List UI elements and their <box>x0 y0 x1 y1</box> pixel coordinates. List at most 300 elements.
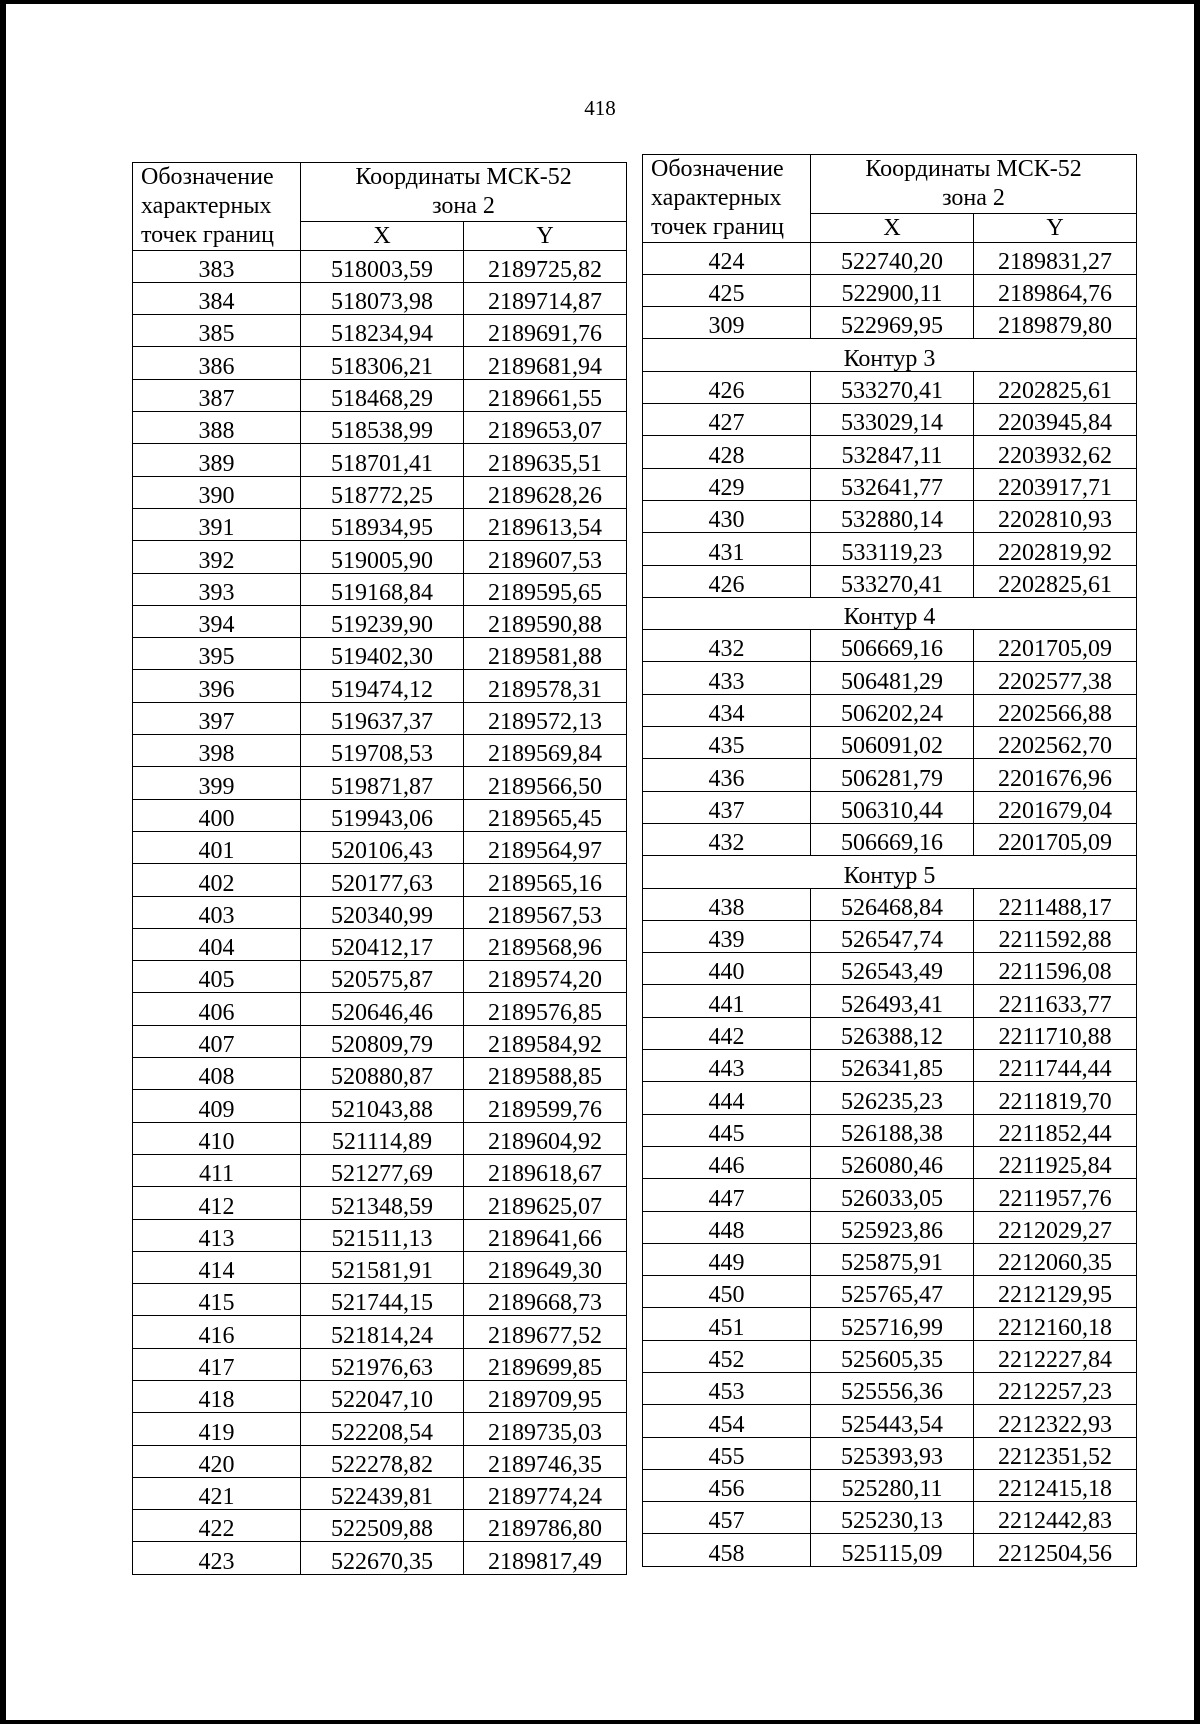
table-row <box>133 379 627 411</box>
x-coordinate-cell: 519168,84 <box>301 573 464 605</box>
y-coordinate-cell: 2201705,09 <box>974 823 1137 855</box>
x-coordinate-cell: 506669,16 <box>811 630 974 662</box>
table-row <box>133 250 627 282</box>
table-row <box>133 605 627 637</box>
designation-header-line: Обозначение <box>651 156 784 182</box>
table-row <box>643 1276 1137 1308</box>
point-id-cell: 392 <box>133 541 301 573</box>
y-column-header: Y <box>974 213 1137 242</box>
x-coordinate-cell: 525115,09 <box>811 1534 974 1566</box>
point-id-cell: 444 <box>643 1082 811 1114</box>
designation-header-line: характерных <box>651 184 782 211</box>
table-row <box>643 371 1137 403</box>
point-id-cell: 442 <box>643 1017 811 1049</box>
y-coordinate-cell: 2189691,76 <box>464 315 627 347</box>
point-id-cell: 401 <box>133 831 301 863</box>
x-coordinate-cell: 520809,79 <box>301 1025 464 1057</box>
designation-header-line: точек границ <box>651 213 784 240</box>
x-coordinate-cell: 519239,90 <box>301 605 464 637</box>
y-coordinate-cell: 2211925,84 <box>974 1146 1137 1178</box>
y-coordinate-cell: 2212060,35 <box>974 1243 1137 1275</box>
y-coordinate-cell: 2212351,52 <box>974 1437 1137 1469</box>
designation-header-line: точек границ <box>141 221 274 248</box>
x-coordinate-cell: 520106,43 <box>301 831 464 863</box>
point-id-cell: 436 <box>643 759 811 791</box>
y-coordinate-cell: 2189725,82 <box>464 250 627 282</box>
x-column-header: X <box>301 221 464 250</box>
table-row <box>133 670 627 702</box>
y-coordinate-cell: 2189635,51 <box>464 444 627 476</box>
point-id-cell: 432 <box>643 823 811 855</box>
x-coordinate-cell: 506310,44 <box>811 791 974 823</box>
table-row <box>643 727 1137 759</box>
table-row <box>643 823 1137 855</box>
y-coordinate-cell: 2202819,92 <box>974 533 1137 565</box>
table-row <box>643 1437 1137 1469</box>
y-coordinate-cell: 2189564,97 <box>464 831 627 863</box>
table-row <box>643 533 1137 565</box>
x-coordinate-cell: 518772,25 <box>301 476 464 508</box>
table-row <box>133 315 627 347</box>
table-row <box>643 1146 1137 1178</box>
x-coordinate-cell: 526080,46 <box>811 1146 974 1178</box>
x-coordinate-cell: 518468,29 <box>301 379 464 411</box>
table-row <box>643 307 1137 339</box>
point-id-cell: 438 <box>643 888 811 920</box>
point-id-cell: 409 <box>133 1090 301 1122</box>
point-id-cell: 386 <box>133 347 301 379</box>
point-id-cell: 413 <box>133 1219 301 1251</box>
point-id-cell: 414 <box>133 1251 301 1283</box>
y-coordinate-cell: 2212257,23 <box>974 1372 1137 1404</box>
x-coordinate-cell: 521581,91 <box>301 1251 464 1283</box>
table-row <box>643 1502 1137 1534</box>
table-row <box>643 404 1137 436</box>
y-coordinate-cell: 2211852,44 <box>974 1114 1137 1146</box>
table-row <box>133 1477 627 1509</box>
coordinates-header-line: зона 2 <box>942 184 1005 211</box>
y-coordinate-cell: 2212029,27 <box>974 1211 1137 1243</box>
point-id-cell: 393 <box>133 573 301 605</box>
point-id-cell: 391 <box>133 508 301 540</box>
table-row <box>643 662 1137 694</box>
y-coordinate-cell: 2189568,96 <box>464 928 627 960</box>
x-coordinate-cell: 506091,02 <box>811 727 974 759</box>
y-coordinate-cell: 2212415,18 <box>974 1469 1137 1501</box>
point-id-cell: 425 <box>643 274 811 306</box>
y-coordinate-cell: 2201705,09 <box>974 630 1137 662</box>
point-id-cell: 411 <box>133 1154 301 1186</box>
y-coordinate-cell: 2202810,93 <box>974 500 1137 532</box>
point-id-cell: 429 <box>643 468 811 500</box>
y-coordinate-cell: 2189714,87 <box>464 282 627 314</box>
table-row <box>133 1316 627 1348</box>
x-coordinate-cell: 518003,59 <box>301 250 464 282</box>
point-id-cell: 406 <box>133 993 301 1025</box>
y-coordinate-cell: 2203932,62 <box>974 436 1137 468</box>
point-id-cell: 447 <box>643 1179 811 1211</box>
x-coordinate-cell: 522278,82 <box>301 1445 464 1477</box>
point-id-cell: 439 <box>643 920 811 952</box>
point-id-cell: 395 <box>133 638 301 670</box>
y-coordinate-cell: 2202562,70 <box>974 727 1137 759</box>
table-row <box>133 896 627 928</box>
y-coordinate-cell: 2189618,67 <box>464 1154 627 1186</box>
x-coordinate-cell: 520340,99 <box>301 896 464 928</box>
point-id-cell: 397 <box>133 702 301 734</box>
table-row <box>133 1154 627 1186</box>
point-id-cell: 452 <box>643 1340 811 1372</box>
designation-header <box>133 163 301 251</box>
point-id-cell: 309 <box>643 307 811 339</box>
x-coordinate-cell: 521348,59 <box>301 1187 464 1219</box>
x-coordinate-cell: 519943,06 <box>301 799 464 831</box>
table-row <box>133 1058 627 1090</box>
table-row <box>643 565 1137 597</box>
point-id-cell: 421 <box>133 1477 301 1509</box>
table-row <box>643 1082 1137 1114</box>
coordinates-header-line: зона 2 <box>432 192 495 219</box>
x-coordinate-cell: 522208,54 <box>301 1413 464 1445</box>
table-row <box>133 1090 627 1122</box>
designation-header-line: характерных <box>141 192 272 219</box>
y-coordinate-cell: 2189699,85 <box>464 1348 627 1380</box>
x-coordinate-cell: 533270,41 <box>811 371 974 403</box>
contour-label: Контур 4 <box>643 597 1137 629</box>
x-coordinate-cell: 522740,20 <box>811 242 974 274</box>
y-coordinate-cell: 2189613,54 <box>464 508 627 540</box>
x-coordinate-cell: 521744,15 <box>301 1284 464 1316</box>
x-coordinate-cell: 525280,11 <box>811 1469 974 1501</box>
table-row <box>133 799 627 831</box>
x-coordinate-cell: 522047,10 <box>301 1380 464 1412</box>
y-coordinate-cell: 2189661,55 <box>464 379 627 411</box>
x-coordinate-cell: 519637,37 <box>301 702 464 734</box>
x-coordinate-cell: 533119,23 <box>811 533 974 565</box>
table-row <box>643 791 1137 823</box>
table-row <box>133 412 627 444</box>
x-coordinate-cell: 526235,23 <box>811 1082 974 1114</box>
table-row <box>133 444 627 476</box>
x-coordinate-cell: 522670,35 <box>301 1542 464 1574</box>
point-id-cell: 410 <box>133 1122 301 1154</box>
point-id-cell: 390 <box>133 476 301 508</box>
x-coordinate-cell: 525923,86 <box>811 1211 974 1243</box>
table-row <box>643 436 1137 468</box>
x-coordinate-cell: 518934,95 <box>301 508 464 540</box>
table-row <box>643 1017 1137 1049</box>
table-row <box>643 242 1137 274</box>
y-coordinate-cell: 2202825,61 <box>974 371 1137 403</box>
x-coordinate-cell: 525605,35 <box>811 1340 974 1372</box>
y-coordinate-cell: 2189567,53 <box>464 896 627 928</box>
x-coordinate-cell: 521976,63 <box>301 1348 464 1380</box>
point-id-cell: 418 <box>133 1380 301 1412</box>
point-id-cell: 400 <box>133 799 301 831</box>
table-row <box>643 694 1137 726</box>
point-id-cell: 399 <box>133 767 301 799</box>
y-coordinate-cell: 2189677,52 <box>464 1316 627 1348</box>
x-coordinate-cell: 518234,94 <box>301 315 464 347</box>
y-coordinate-cell: 2189817,49 <box>464 1542 627 1574</box>
x-coordinate-cell: 526033,05 <box>811 1179 974 1211</box>
x-coordinate-cell: 506281,79 <box>811 759 974 791</box>
x-coordinate-cell: 520177,63 <box>301 864 464 896</box>
point-id-cell: 455 <box>643 1437 811 1469</box>
point-id-cell: 435 <box>643 727 811 759</box>
point-id-cell: 407 <box>133 1025 301 1057</box>
table-row <box>643 1179 1137 1211</box>
y-coordinate-cell: 2212129,95 <box>974 1276 1137 1308</box>
y-coordinate-cell: 2203917,71 <box>974 468 1137 500</box>
point-id-cell: 396 <box>133 670 301 702</box>
x-coordinate-cell: 520880,87 <box>301 1058 464 1090</box>
point-id-cell: 437 <box>643 791 811 823</box>
contour-row <box>643 856 1137 888</box>
x-coordinate-cell: 521043,88 <box>301 1090 464 1122</box>
x-coordinate-cell: 521814,24 <box>301 1316 464 1348</box>
table-row <box>133 735 627 767</box>
point-id-cell: 388 <box>133 412 301 444</box>
point-id-cell: 431 <box>643 533 811 565</box>
y-coordinate-cell: 2189831,27 <box>974 242 1137 274</box>
point-id-cell: 398 <box>133 735 301 767</box>
x-coordinate-cell: 520575,87 <box>301 961 464 993</box>
x-coordinate-cell: 526543,49 <box>811 953 974 985</box>
x-coordinate-cell: 526547,74 <box>811 920 974 952</box>
table-row <box>643 1243 1137 1275</box>
point-id-cell: 450 <box>643 1276 811 1308</box>
x-column-header: X <box>811 213 974 242</box>
y-coordinate-cell: 2189625,07 <box>464 1187 627 1219</box>
point-id-cell: 432 <box>643 630 811 662</box>
x-coordinate-cell: 525443,54 <box>811 1405 974 1437</box>
x-coordinate-cell: 506202,24 <box>811 694 974 726</box>
table-row <box>643 1534 1137 1566</box>
table-row <box>133 961 627 993</box>
x-coordinate-cell: 522969,95 <box>811 307 974 339</box>
coordinates-header <box>811 155 1137 214</box>
point-id-cell: 408 <box>133 1058 301 1090</box>
y-coordinate-cell: 2189774,24 <box>464 1477 627 1509</box>
point-id-cell: 417 <box>133 1348 301 1380</box>
y-coordinate-cell: 2189735,03 <box>464 1413 627 1445</box>
y-coordinate-cell: 2202825,61 <box>974 565 1137 597</box>
y-coordinate-cell: 2189595,65 <box>464 573 627 605</box>
x-coordinate-cell: 526493,41 <box>811 985 974 1017</box>
table-row <box>133 1348 627 1380</box>
point-id-cell: 449 <box>643 1243 811 1275</box>
point-id-cell: 412 <box>133 1187 301 1219</box>
point-id-cell: 403 <box>133 896 301 928</box>
x-coordinate-cell: 506481,29 <box>811 662 974 694</box>
table-row <box>133 1413 627 1445</box>
table-row <box>133 541 627 573</box>
point-id-cell: 458 <box>643 1534 811 1566</box>
y-coordinate-cell: 2189668,73 <box>464 1284 627 1316</box>
table-row <box>133 993 627 1025</box>
point-id-cell: 415 <box>133 1284 301 1316</box>
contour-row <box>643 597 1137 629</box>
x-coordinate-cell: 525556,36 <box>811 1372 974 1404</box>
y-coordinate-cell: 2189607,53 <box>464 541 627 573</box>
point-id-cell: 387 <box>133 379 301 411</box>
table-row <box>643 920 1137 952</box>
y-coordinate-cell: 2211596,08 <box>974 953 1137 985</box>
table-row <box>643 1114 1137 1146</box>
contour-label: Контур 3 <box>643 339 1137 371</box>
table-row <box>133 702 627 734</box>
table-row <box>133 573 627 605</box>
y-coordinate-cell: 2211744,44 <box>974 1050 1137 1082</box>
y-coordinate-cell: 2189709,95 <box>464 1380 627 1412</box>
table-row <box>643 1372 1137 1404</box>
y-coordinate-cell: 2211819,70 <box>974 1082 1137 1114</box>
point-id-cell: 454 <box>643 1405 811 1437</box>
x-coordinate-cell: 525230,13 <box>811 1502 974 1534</box>
y-coordinate-cell: 2211710,88 <box>974 1017 1137 1049</box>
x-coordinate-cell: 522900,11 <box>811 274 974 306</box>
x-coordinate-cell: 519474,12 <box>301 670 464 702</box>
y-coordinate-cell: 2211592,88 <box>974 920 1137 952</box>
x-coordinate-cell: 518306,21 <box>301 347 464 379</box>
page-number: 418 <box>584 96 616 120</box>
x-coordinate-cell: 532641,77 <box>811 468 974 500</box>
y-coordinate-cell: 2189879,80 <box>974 307 1137 339</box>
y-coordinate-cell: 2212504,56 <box>974 1534 1137 1566</box>
y-coordinate-cell: 2189581,88 <box>464 638 627 670</box>
x-coordinate-cell: 533270,41 <box>811 565 974 597</box>
table-row <box>133 1284 627 1316</box>
table-row <box>643 985 1137 1017</box>
y-coordinate-cell: 2212227,84 <box>974 1340 1137 1372</box>
x-coordinate-cell: 520412,17 <box>301 928 464 960</box>
y-coordinate-cell: 2189681,94 <box>464 347 627 379</box>
point-id-cell: 383 <box>133 250 301 282</box>
x-coordinate-cell: 532880,14 <box>811 500 974 532</box>
table-row <box>643 1340 1137 1372</box>
y-coordinate-cell: 2211957,76 <box>974 1179 1137 1211</box>
table-row <box>643 500 1137 532</box>
point-id-cell: 394 <box>133 605 301 637</box>
y-coordinate-cell: 2189628,26 <box>464 476 627 508</box>
table-row <box>133 1219 627 1251</box>
x-coordinate-cell: 526341,85 <box>811 1050 974 1082</box>
designation-header-line: Обозначение <box>141 164 274 190</box>
document-page <box>6 4 1194 1720</box>
point-id-cell: 433 <box>643 662 811 694</box>
point-id-cell: 441 <box>643 985 811 1017</box>
x-coordinate-cell: 525875,91 <box>811 1243 974 1275</box>
table-row <box>643 1405 1137 1437</box>
x-coordinate-cell: 526468,84 <box>811 888 974 920</box>
table-row <box>133 1542 627 1574</box>
y-coordinate-cell: 2189576,85 <box>464 993 627 1025</box>
point-id-cell: 443 <box>643 1050 811 1082</box>
point-id-cell: 419 <box>133 1413 301 1445</box>
point-id-cell: 404 <box>133 928 301 960</box>
table-row <box>133 928 627 960</box>
table-row <box>133 1025 627 1057</box>
point-id-cell: 420 <box>133 1445 301 1477</box>
table-row <box>643 1211 1137 1243</box>
y-coordinate-cell: 2212442,83 <box>974 1502 1137 1534</box>
x-coordinate-cell: 525393,93 <box>811 1437 974 1469</box>
point-id-cell: 446 <box>643 1146 811 1178</box>
point-id-cell: 385 <box>133 315 301 347</box>
table-row <box>643 759 1137 791</box>
x-coordinate-cell: 521277,69 <box>301 1154 464 1186</box>
y-coordinate-cell: 2211488,17 <box>974 888 1137 920</box>
point-id-cell: 405 <box>133 961 301 993</box>
point-id-cell: 453 <box>643 1372 811 1404</box>
table-row <box>133 767 627 799</box>
x-coordinate-cell: 522439,81 <box>301 1477 464 1509</box>
x-coordinate-cell: 506669,16 <box>811 823 974 855</box>
y-coordinate-cell: 2189572,13 <box>464 702 627 734</box>
y-coordinate-cell: 2211633,77 <box>974 985 1137 1017</box>
x-coordinate-cell: 521114,89 <box>301 1122 464 1154</box>
y-coordinate-cell: 2189786,80 <box>464 1510 627 1542</box>
coordinates-table-right <box>642 154 1137 1567</box>
y-coordinate-cell: 2189578,31 <box>464 670 627 702</box>
x-coordinate-cell: 519871,87 <box>301 767 464 799</box>
table-row <box>643 274 1137 306</box>
table-row <box>133 831 627 863</box>
x-coordinate-cell: 518073,98 <box>301 282 464 314</box>
coordinates-table-left <box>132 162 627 1575</box>
table-row <box>643 888 1137 920</box>
y-coordinate-cell: 2189641,66 <box>464 1219 627 1251</box>
point-id-cell: 426 <box>643 565 811 597</box>
x-coordinate-cell: 525716,99 <box>811 1308 974 1340</box>
point-id-cell: 384 <box>133 282 301 314</box>
x-coordinate-cell: 526388,12 <box>811 1017 974 1049</box>
point-id-cell: 457 <box>643 1502 811 1534</box>
y-coordinate-cell: 2212322,93 <box>974 1405 1137 1437</box>
y-coordinate-cell: 2189565,16 <box>464 864 627 896</box>
y-coordinate-cell: 2189746,35 <box>464 1445 627 1477</box>
point-id-cell: 445 <box>643 1114 811 1146</box>
y-coordinate-cell: 2201679,04 <box>974 791 1137 823</box>
y-coordinate-cell: 2212160,18 <box>974 1308 1137 1340</box>
y-coordinate-cell: 2189566,50 <box>464 767 627 799</box>
table-row <box>133 508 627 540</box>
y-coordinate-cell: 2189864,76 <box>974 274 1137 306</box>
x-coordinate-cell: 518538,99 <box>301 412 464 444</box>
table-row <box>133 1251 627 1283</box>
table-row <box>133 1380 627 1412</box>
table-row <box>643 1050 1137 1082</box>
coordinates-header <box>301 163 627 222</box>
y-coordinate-cell: 2189604,92 <box>464 1122 627 1154</box>
x-coordinate-cell: 522509,88 <box>301 1510 464 1542</box>
table-row <box>643 1469 1137 1501</box>
point-id-cell: 426 <box>643 371 811 403</box>
x-coordinate-cell: 519005,90 <box>301 541 464 573</box>
point-id-cell: 456 <box>643 1469 811 1501</box>
point-id-cell: 440 <box>643 953 811 985</box>
y-coordinate-cell: 2189565,45 <box>464 799 627 831</box>
table-row <box>643 953 1137 985</box>
y-coordinate-cell: 2189649,30 <box>464 1251 627 1283</box>
x-coordinate-cell: 532847,11 <box>811 436 974 468</box>
y-coordinate-cell: 2202577,38 <box>974 662 1137 694</box>
point-id-cell: 434 <box>643 694 811 726</box>
x-coordinate-cell: 533029,14 <box>811 404 974 436</box>
point-id-cell: 451 <box>643 1308 811 1340</box>
y-coordinate-cell: 2189574,20 <box>464 961 627 993</box>
